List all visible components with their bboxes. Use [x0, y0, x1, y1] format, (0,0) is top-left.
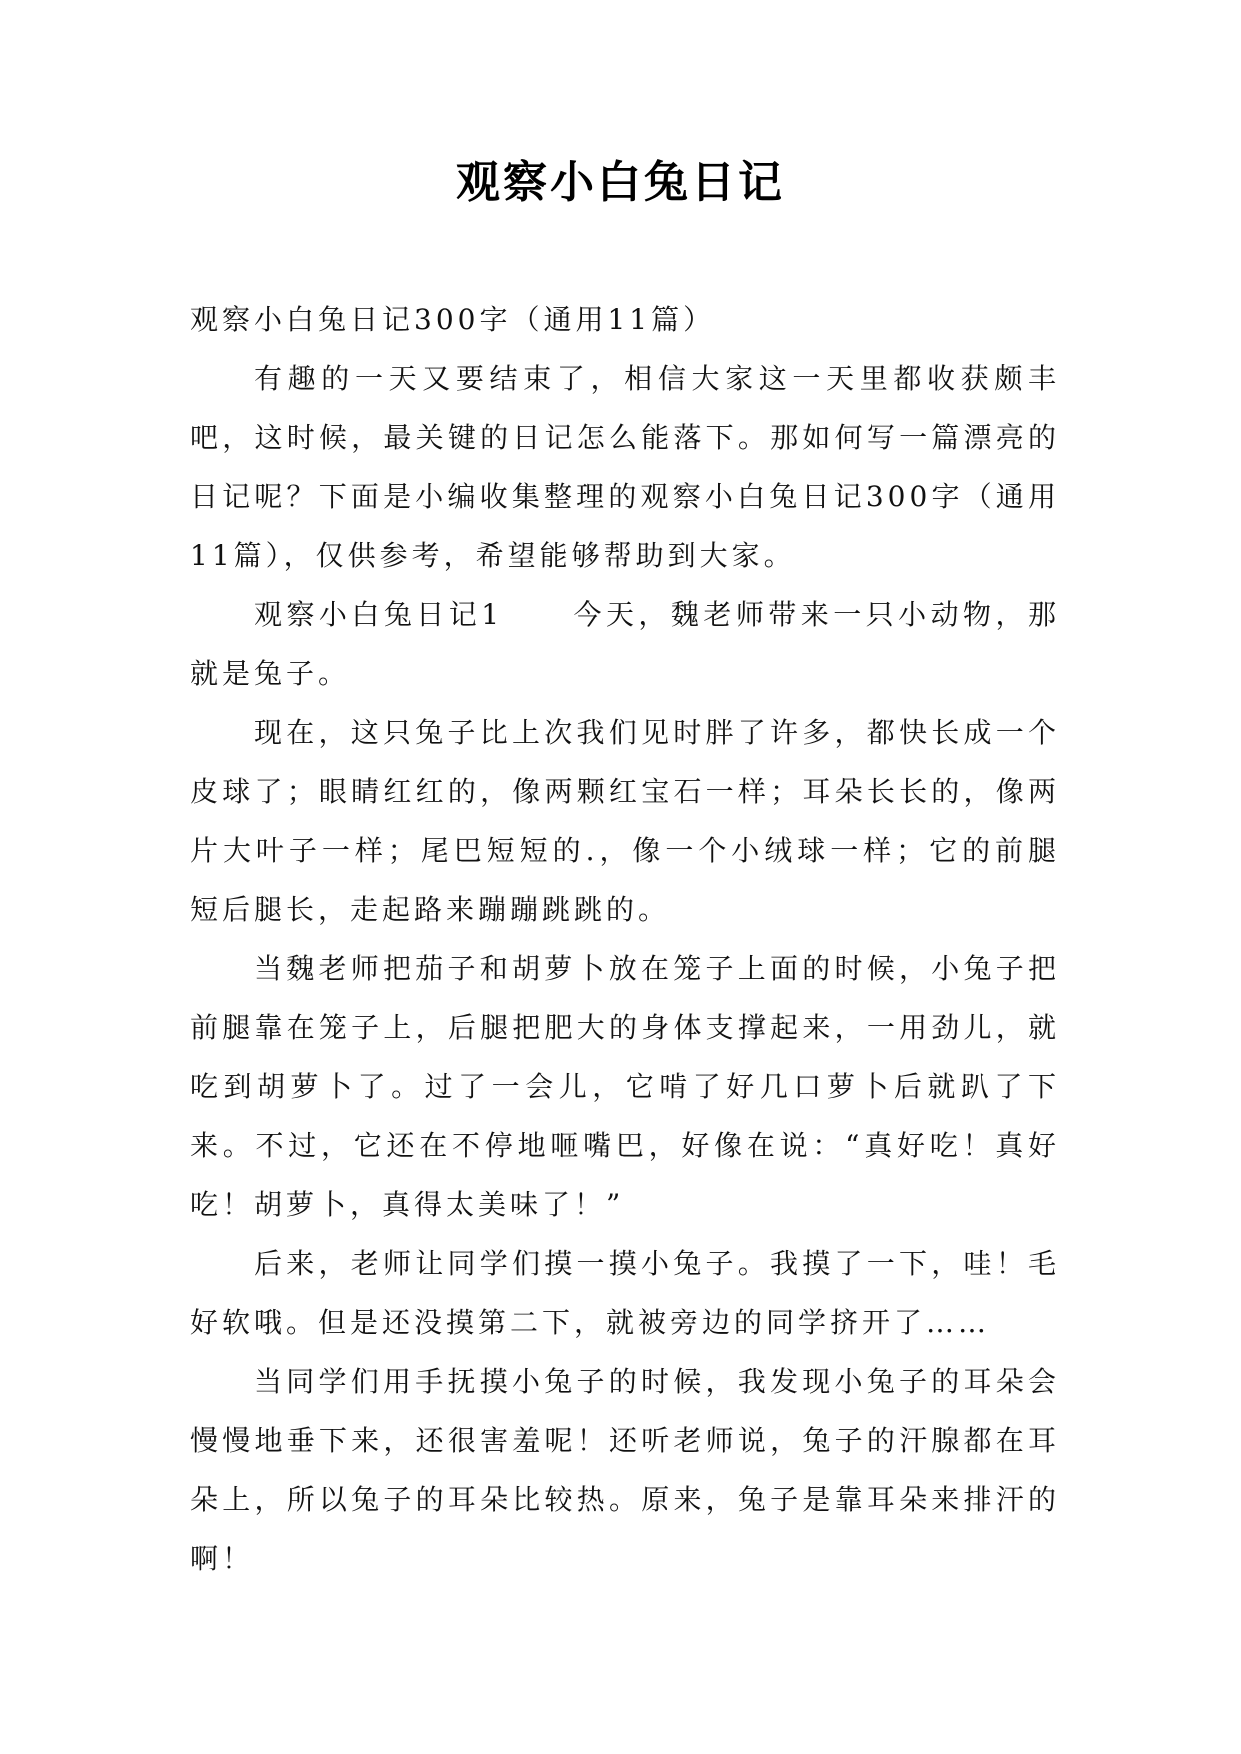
body-paragraph: 当同学们用手抚摸小兔子的时候，我发现小兔子的耳朵会慢慢地垂下来，还很害羞呢！还听老师说，兔子的汗腺都在耳朵上，所以兔子的耳朵比较热。原来，兔子是靠耳朵来排汗的啊！	[190, 1365, 1060, 1575]
section-first-paragraph	[190, 585, 1060, 703]
body-paragraph: 现在，这只兔子比上次我们见时胖了许多，都快长成一个皮球了；眼睛红红的，像两颗红宝石一样；耳朵长长的，像两片大叶子一样；尾巴短短的.，像一个小绒球一样；它的前腿短后腿长，走起路来蹦蹦跳跳的。	[190, 716, 1060, 926]
document-subtitle: 观察小白兔日记300字（通用11篇）	[190, 303, 716, 336]
document-title: 观察小白兔日记	[456, 157, 785, 208]
section-heading: 观察小白兔日记1	[254, 598, 504, 631]
section-first-text: 今天，魏老师带来一只小动物，那就是兔子。	[190, 598, 1060, 690]
intro-paragraph: 有趣的一天又要结束了，相信大家这一天里都收获颇丰吧，这时候，最关键的日记怎么能落下。那如何写一篇漂亮的日记呢？下面是小编收集整理的观察小白兔日记300字（通用11篇），仅供参考，希望能够帮助到大家。	[190, 362, 1060, 572]
document-body	[190, 290, 1060, 1588]
body-paragraph: 当魏老师把茄子和胡萝卜放在笼子上面的时候，小兔子把前腿靠在笼子上，后腿把肥大的身体支撑起来，一用劲儿，就吃到胡萝卜了。过了一会儿，它啃了好几口萝卜后就趴了下来。不过，它还在不停地咂嘴巴，好像在说：“真好吃！真好吃！胡萝卜，真得太美味了！”	[190, 952, 1060, 1221]
body-paragraph: 后来，老师让同学们摸一摸小兔子。我摸了一下，哇！毛好软哦。但是还没摸第二下，就被旁边的同学挤开了……	[190, 1247, 1060, 1339]
